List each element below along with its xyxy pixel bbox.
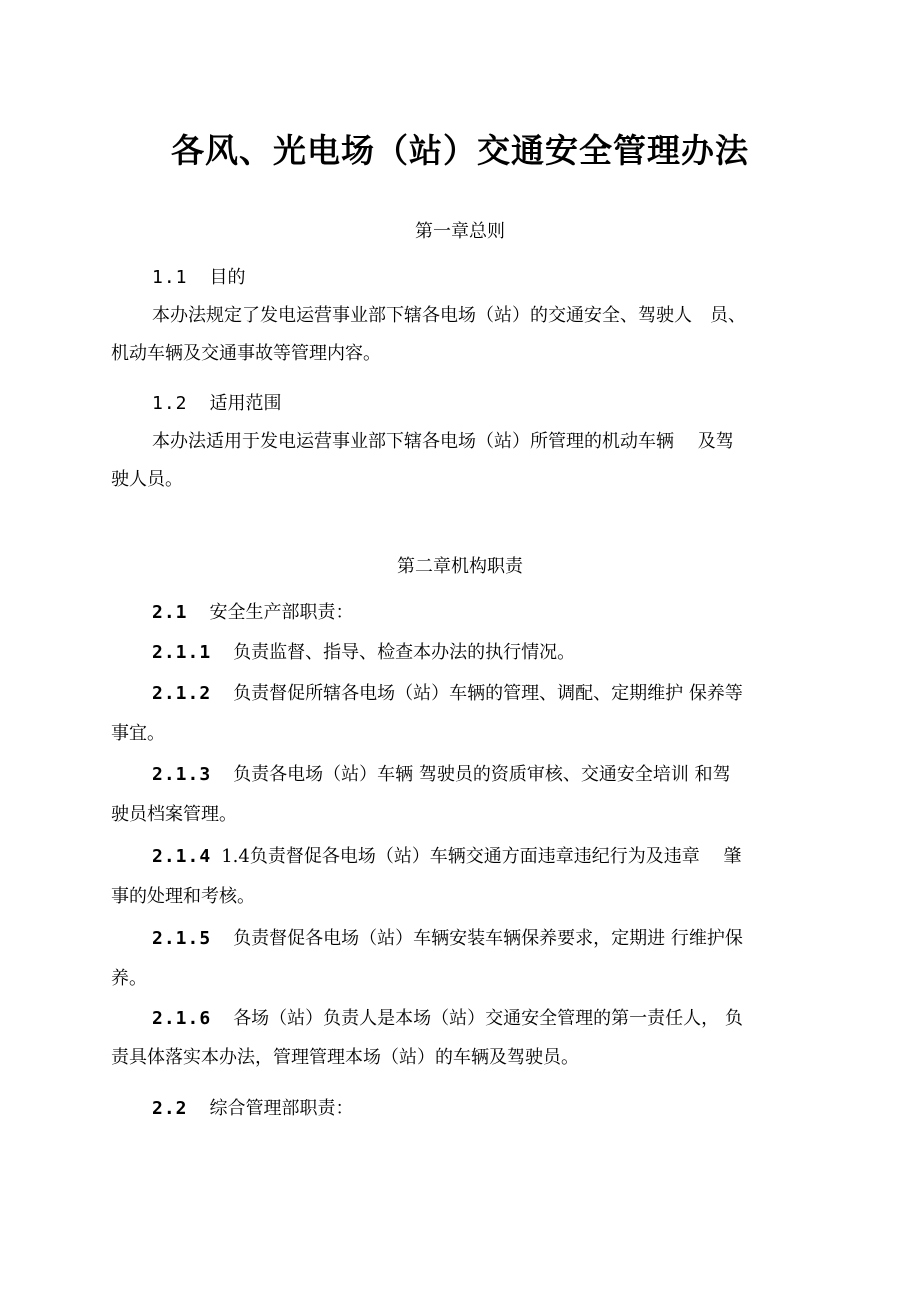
section-title: 目的 [209, 267, 246, 288]
clause-text: 负责督促所辖各电场（站）车辆的管理、调配、定期维护 保养等 [233, 683, 743, 704]
section-1-1-heading [152, 265, 246, 291]
paragraph-line: 本办法规定了发电运营事业部下辖各电场（站）的交通安全、驾驶人 员、 [152, 305, 746, 326]
clause-text: 各场（站）负责人是本场（站）交通安全管理的第一责任人， 负 [233, 1008, 743, 1029]
clause-number: 2.1.5 [152, 928, 212, 949]
section-1-2-heading [152, 391, 282, 417]
paragraph-line: 驶人员。 [111, 469, 183, 490]
section-number: 1.1 [152, 267, 188, 288]
clause-2-1-2 [152, 681, 743, 707]
clause-text: 负责监督、指导、检查本办法的执行情况。 [233, 642, 576, 663]
paragraph-line: 机动车辆及交通事故等管理内容。 [111, 343, 381, 364]
clause-continuation: 事宜。 [111, 723, 165, 744]
section-title: 综合管理部职责： [209, 1098, 354, 1119]
clause-number: 2.1.3 [152, 764, 212, 785]
clause-2-1-4 [152, 844, 742, 870]
clause-continuation: 责具体落实本办法，管理管理本场（站）的车辆及驾驶员。 [111, 1047, 579, 1068]
chapter-2-heading: 第二章机构职责 [397, 556, 523, 577]
clause-2-1-3 [152, 762, 731, 788]
chapter-1-heading: 第一章总则 [415, 221, 505, 242]
clause-text: 1.4负责督促各电场（站）车辆交通方面违章违纪行为及违章 肇 [221, 846, 742, 867]
clause-continuation: 养。 [111, 968, 147, 989]
section-number: 1.2 [152, 393, 188, 414]
clause-text: 负责各电场（站）车辆 驾驶员的资质审核、交通安全培训 和驾 [233, 764, 731, 785]
section-title: 适用范围 [209, 393, 282, 414]
document-title: 各风、光电场（站）交通安全管理办法 [171, 131, 749, 170]
clause-2-1-1 [152, 640, 575, 666]
clause-continuation: 事的处理和考核。 [111, 886, 255, 907]
clause-number: 2.1.4 [152, 846, 212, 867]
section-2-2-heading [152, 1096, 354, 1122]
clause-text: 负责督促各电场（站）车辆安装车辆保养要求，定期进 行维护保 [233, 928, 743, 949]
clause-continuation: 驶员档案管理。 [111, 804, 237, 825]
section-2-1-heading [152, 600, 354, 626]
paragraph-line: 本办法适用于发电运营事业部下辖各电场（站）所管理的机动车辆 及驾 [152, 431, 734, 452]
section-title: 安全生产部职责： [209, 602, 354, 623]
clause-number: 2.1.2 [152, 683, 212, 704]
section-number: 2.2 [152, 1098, 188, 1119]
clause-number: 2.1.6 [152, 1008, 212, 1029]
clause-2-1-5 [152, 926, 743, 952]
clause-number: 2.1.1 [152, 642, 212, 663]
section-number: 2.1 [152, 602, 188, 623]
clause-2-1-6 [152, 1006, 743, 1032]
